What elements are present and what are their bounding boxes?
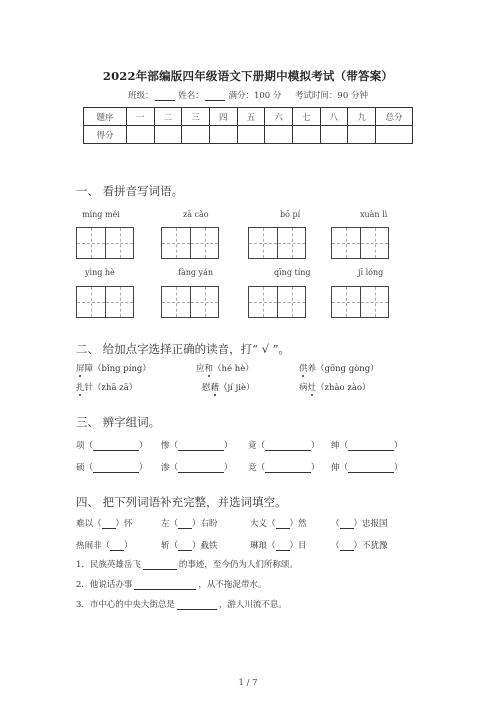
writing-grid[interactable] [161,286,219,318]
grid-cell[interactable] [105,287,133,317]
answer-blank[interactable] [177,600,217,610]
grid-cell[interactable] [249,287,277,317]
answer-blank[interactable] [110,541,124,551]
table-cell: 四 [209,108,237,126]
section-3-title: 三、 辨字组词。 [76,415,161,429]
pinyin-label: fàng yán [178,268,213,277]
score-cell[interactable] [237,126,265,144]
score-table [83,107,413,144]
score-cell[interactable] [376,126,413,144]
pinyin-label: zā cǎo [183,210,209,219]
section-4-title: 四、 把下列词语补充完整，并选词填空。 [76,495,287,509]
table-cell: 六 [265,108,293,126]
idiom-item: （ ）不犹豫 [331,541,388,551]
pinyin-label: yìng hè [85,268,115,277]
pinyin-label: xuàn lì [360,210,388,219]
full-score: 满分：100 分 [228,91,282,101]
grid-cell[interactable] [105,228,133,258]
answer-blank[interactable] [102,519,116,529]
answer-blank[interactable] [93,463,139,473]
writing-grid[interactable] [248,227,306,259]
answer-blank[interactable] [265,463,311,473]
exam-info [0,89,496,101]
class-label: 班级： [128,91,154,101]
exam-time: 考试时间：90 分钟 [294,91,368,101]
writing-grid[interactable] [248,286,306,318]
dotted-char: 屏 [76,364,85,374]
grid-cell[interactable] [277,228,305,258]
writing-grid[interactable] [331,286,389,318]
answer-blank[interactable] [348,441,394,451]
pronunciation-item: 应和（hé hè） [196,364,254,374]
idiom-item: 琳琅（ ）目 [250,541,307,551]
idiom-item: 难以（ ）怀 [76,519,133,529]
answer-blank[interactable] [178,463,224,473]
pinyin-label: míng méi [82,210,120,219]
score-cell[interactable] [320,126,348,144]
pinyin-label: qīng tíng [274,268,311,277]
grid-cell[interactable] [190,287,218,317]
writing-grid[interactable] [161,227,219,259]
pronunciation-item: 屏障（bǐng píng） [76,364,151,374]
answer-blank[interactable] [178,519,192,529]
dotted-char: 和 [204,364,214,374]
word-group-item: 渗（ ） [161,463,233,473]
pronunciation-item: 病灶（zhào zào） [299,383,371,393]
table-cell: 三 [182,108,210,126]
fill-sentence: 1．民族英雄岳飞 的事迹，至今仍为人们所称颂。 [76,560,298,570]
word-group-item: 项（ ） [76,441,148,451]
score-cell[interactable] [209,126,237,144]
grid-cell[interactable] [77,228,105,258]
grid-cell[interactable] [162,287,190,317]
score-table-header-row [84,108,413,126]
dotted-char: 藉 [210,383,220,393]
idiom-item: 斩（ ）截铁 [161,541,218,551]
answer-blank[interactable] [340,541,354,551]
score-table-score-row [84,126,413,144]
grid-cell[interactable] [162,228,190,258]
table-cell: 一 [127,108,155,126]
score-cell[interactable] [182,126,210,144]
idiom-item: （ ）忠报国 [331,519,388,529]
word-group-item: 绅（ ） [331,441,403,451]
table-cell: 二 [154,108,182,126]
dotted-char: 扎 [76,383,85,393]
writing-grid[interactable] [331,227,389,259]
grid-cell[interactable] [190,228,218,258]
score-cell[interactable] [265,126,293,144]
answer-blank[interactable] [340,519,354,529]
writing-grid[interactable] [76,227,134,259]
word-group-item: 竟（ ） [248,441,320,451]
grid-cell[interactable] [249,228,277,258]
pronunciation-item: 慰藉（jí jiè） [202,383,255,393]
answer-blank[interactable] [93,441,139,451]
name-label: 姓名： [178,91,204,101]
writing-grid[interactable] [76,286,134,318]
section-2-title: 二、 给加点字选择正确的读音，打“ √ ”。 [76,342,291,356]
score-cell[interactable] [292,126,320,144]
table-cell: 八 [320,108,348,126]
word-group-item: 硕（ ） [76,463,148,473]
page-number: 1 / 7 [238,678,258,688]
score-cell[interactable] [348,126,376,144]
pronunciation-item: 供养（gōng gòng） [299,364,379,374]
grid-cell[interactable] [360,228,388,258]
score-cell[interactable] [127,126,155,144]
grid-cell[interactable] [332,228,360,258]
score-cell[interactable] [154,126,182,144]
table-cell: 题序 [84,108,127,126]
fill-sentence: 2．他说话办事 ，从不拖泥带水。 [76,580,267,590]
answer-blank[interactable] [348,463,394,473]
answer-blank[interactable] [276,541,290,551]
idiom-item: 热闹非（ ） [76,541,133,551]
name-blank [205,91,225,101]
section-1-title: 一、 看拼音写词语。 [76,184,184,198]
grid-cell[interactable] [332,287,360,317]
table-cell: 七 [292,108,320,126]
table-cell: 总分 [376,108,413,126]
word-group-item: 惨（ ） [161,441,233,451]
table-cell: 五 [237,108,265,126]
pinyin-label: jī lóng [358,268,384,277]
idiom-item: 左（ ）右盼 [161,519,218,529]
pronunciation-item: 扎针（zhā zā） [76,383,138,393]
word-group-item: 竞（ ） [248,463,320,473]
answer-blank[interactable] [143,560,177,570]
word-group-item: 伸（ ） [331,463,403,473]
grid-cell[interactable] [360,287,388,317]
answer-blank[interactable] [276,519,290,529]
answer-blank[interactable] [134,580,196,590]
grid-cell[interactable] [277,287,305,317]
answer-blank[interactable] [265,441,311,451]
table-cell: 九 [348,108,376,126]
table-cell: 得分 [84,126,127,144]
fill-sentence: 3．市中心的中央大街总是 ，游人川流不息。 [76,600,287,610]
answer-blank[interactable] [178,541,192,551]
dotted-char: 供 [299,364,308,374]
dotted-char: 灶 [307,383,317,393]
grid-cell[interactable] [77,287,105,317]
page-title: 2022年部编版四年级语文下册期中模拟考试（带答案） [102,69,394,83]
pinyin-label: bō pí [280,210,301,219]
idiom-item: 大义（ ）然 [250,519,307,529]
class-blank [155,91,175,101]
answer-blank[interactable] [178,441,224,451]
